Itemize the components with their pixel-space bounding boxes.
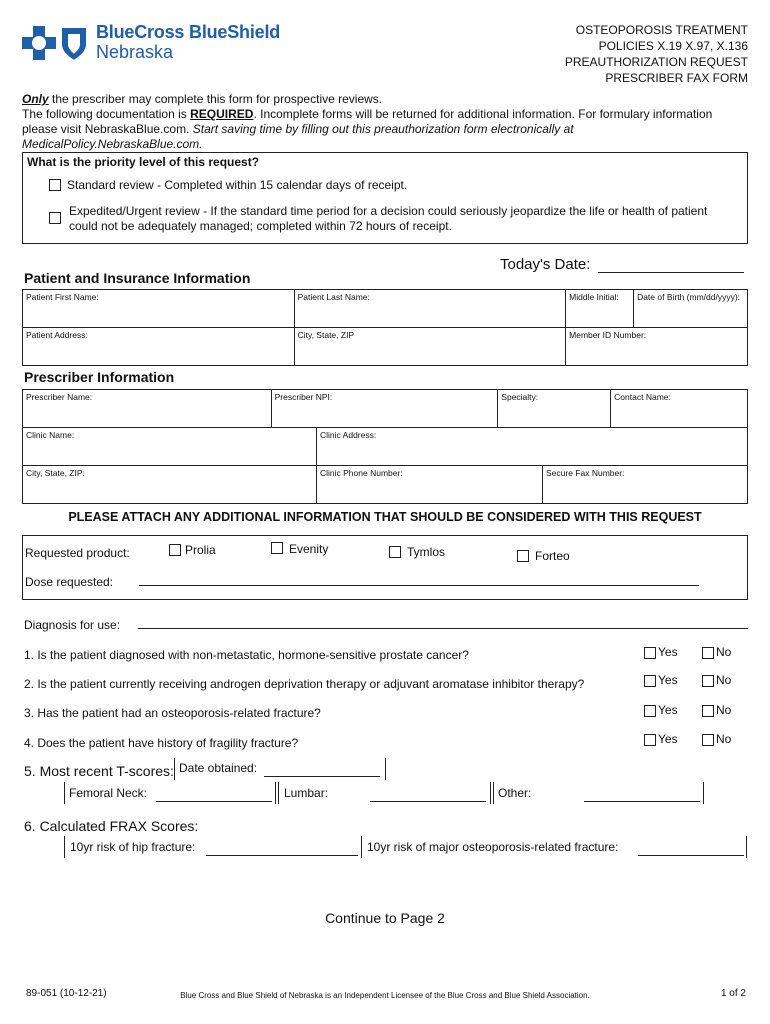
clinic-city-state-zip-label: City, State, ZIP:	[26, 468, 85, 478]
intro-text	[22, 92, 750, 152]
lumbar-divider	[275, 782, 276, 804]
patient-city-state-zip-field[interactable]	[294, 328, 566, 366]
clinic-phone-label: Clinic Phone Number:	[320, 468, 403, 478]
frax-hip-label: 10yr risk of hip fracture:	[70, 840, 196, 854]
q1-yes-label: Yes	[658, 645, 678, 659]
dob-field[interactable]	[634, 290, 748, 328]
prescriber-npi-field[interactable]	[271, 390, 498, 428]
specialty-field[interactable]	[498, 390, 611, 428]
dob-label: Date of Birth (mm/dd/yyyy):	[637, 292, 741, 302]
middle-initial-field[interactable]	[566, 290, 634, 328]
q2-yes-label: Yes	[658, 673, 678, 687]
clinic-address-label: Clinic Address:	[320, 430, 377, 440]
form-title-line: POLICIES X.19 X.97, X.136	[598, 39, 748, 53]
prolia-label: Prolia	[185, 543, 216, 557]
q3-no-label: No	[716, 703, 732, 717]
prescriber-section-title: Prescriber Information	[24, 369, 175, 385]
company-logo	[22, 24, 94, 62]
tymlos-label: Tymlos	[407, 545, 446, 559]
intro-only: Only	[22, 92, 49, 106]
intro-line3-pre: please visit NebraskaBlue.com.	[22, 122, 193, 136]
requested-product-label: Requested product:	[25, 546, 130, 560]
clinic-address-field[interactable]	[317, 428, 748, 466]
evenity-label: Evenity	[289, 542, 329, 556]
patient-address-label: Patient Address:	[26, 330, 88, 340]
prescriber-name-label: Prescriber Name:	[26, 392, 93, 402]
diagnosis-field[interactable]	[138, 615, 748, 629]
tymlos-checkbox[interactable]	[389, 546, 401, 558]
prescriber-npi-label: Prescriber NPI:	[274, 392, 333, 402]
q1-no-label: No	[716, 645, 732, 659]
femoral-divider	[64, 782, 65, 804]
patient-first-name-field[interactable]	[23, 290, 295, 328]
date-obtained-field[interactable]	[264, 763, 380, 777]
question-4: 4. Does the patient have history of fragility fracture?	[24, 736, 299, 750]
prolia-checkbox[interactable]	[169, 544, 181, 556]
intro-line1: the prescriber may complete this form for prospective reviews.	[48, 92, 383, 106]
q4-yes-checkbox[interactable]	[644, 734, 656, 746]
frax-hip-field[interactable]	[206, 842, 358, 856]
frax-hip-divider	[64, 836, 65, 858]
other-end-divider	[703, 782, 704, 804]
diagnosis-label: Diagnosis for use:	[24, 618, 121, 632]
frax-major-field[interactable]	[638, 842, 744, 856]
patient-section-title: Patient and Insurance Information	[24, 270, 251, 286]
patient-last-name-label: Patient Last Name:	[297, 292, 370, 302]
q4-yes-label: Yes	[658, 732, 678, 746]
contact-name-field[interactable]	[611, 390, 748, 428]
clinic-phone-field[interactable]	[317, 466, 543, 504]
continue-note: Continue to Page 2	[325, 910, 445, 926]
date-obtained-divider	[385, 758, 386, 780]
q2-no-checkbox[interactable]	[702, 675, 714, 687]
q3-yes-label: Yes	[658, 703, 678, 717]
patient-address-field[interactable]	[23, 328, 295, 366]
expedited-line1: Expedited/Urgent review - If the standard time period for a decision could seriously jeopardize the life or health of patient	[69, 204, 708, 218]
tscores-divider	[174, 758, 175, 780]
patient-first-name-label: Patient First Name:	[26, 292, 99, 302]
lumbar-field[interactable]	[370, 788, 486, 802]
femoral-neck-label: Femoral Neck:	[69, 786, 148, 800]
secure-fax-field[interactable]	[543, 466, 748, 504]
q1-no-checkbox[interactable]	[702, 647, 714, 659]
standard-review-label: Standard review - Completed within 15 calendar days of receipt.	[67, 178, 408, 192]
standard-review-checkbox[interactable]	[49, 179, 61, 191]
q4-no-label: No	[716, 732, 732, 746]
intro-line4: MedicalPolicy.NebraskaBlue.com.	[22, 137, 203, 151]
member-id-field[interactable]	[566, 328, 748, 366]
question-3: 3. Has the patient had an osteoporosis-related fracture?	[24, 706, 321, 720]
other-field[interactable]	[584, 788, 700, 802]
priority-question: What is the priority level of this request?	[27, 155, 260, 169]
expedited-review-label	[69, 204, 745, 234]
other-label: Other:	[498, 786, 532, 800]
form-title-line: PREAUTHORIZATION REQUEST	[564, 55, 748, 69]
form-title	[488, 22, 748, 86]
q4-no-checkbox[interactable]	[702, 734, 714, 746]
todays-date-field[interactable]	[598, 258, 744, 273]
patient-last-name-field[interactable]	[294, 290, 566, 328]
patient-info-table	[22, 289, 748, 366]
attach-notice: PLEASE ATTACH ANY ADDITIONAL INFORMATION THAT SHOULD BE CONSIDERED WITH THIS REQUEST	[68, 510, 702, 524]
date-obtained-label: Date obtained:	[179, 761, 258, 775]
intro-line2-post: . Incomplete forms will be returned for additional information. For formulary information	[253, 107, 713, 121]
q2-no-label: No	[716, 673, 732, 687]
forteo-label: Forteo	[535, 549, 570, 563]
dose-requested-label: Dose requested:	[25, 575, 114, 589]
secure-fax-label: Secure Fax Number:	[546, 468, 625, 478]
clinic-city-state-zip-field[interactable]	[23, 466, 317, 504]
footer-form-id: 89-051 (10-12-21)	[26, 988, 107, 999]
frax-major-divider	[361, 836, 362, 858]
clinic-info-table	[22, 427, 748, 504]
expedited-line2: could not be adequately managed; completed within 72 hours of receipt.	[69, 219, 452, 233]
lumbar-label: Lumbar:	[284, 786, 329, 800]
question-2: 2. Is the patient currently receiving androgen deprivation therapy or adjuvant aromatase inhibitor therapy?	[24, 677, 585, 691]
footer-licensee: Blue Cross and Blue Shield of Nebraska is an Independent Licensee of the Blue Cross and Blue Shield Association.	[180, 991, 590, 1000]
tscores-label: 5. Most recent T-scores:	[24, 763, 174, 779]
logo-text-state: Nebraska	[96, 42, 174, 62]
prescriber-info-table	[22, 389, 748, 428]
forteo-checkbox[interactable]	[517, 550, 529, 562]
middle-initial-label: Middle Initial:	[569, 292, 619, 302]
form-title-line: PRESCRIBER FAX FORM	[605, 71, 748, 85]
intro-required: REQUIRED	[190, 107, 254, 121]
intro-line3-italic: Start saving time by filling out this preauthorization form electronically at	[192, 122, 574, 136]
frax-end-divider	[746, 836, 747, 858]
frax-major-label: 10yr risk of major osteoporosis-related fracture:	[367, 840, 619, 854]
todays-date-label: Today's Date:	[500, 256, 591, 273]
frax-label: 6. Calculated FRAX Scores:	[24, 818, 199, 834]
contact-name-label: Contact Name:	[614, 392, 671, 402]
clinic-name-label: Clinic Name:	[26, 430, 75, 440]
intro-line2-pre: The following documentation is	[22, 107, 191, 121]
clinic-name-field[interactable]	[23, 428, 317, 466]
member-id-label: Member ID Number:	[569, 330, 647, 340]
other-divider-2	[493, 782, 494, 804]
lumbar-divider-2	[278, 782, 279, 804]
product-box	[22, 535, 748, 600]
footer-page-number: 1 of 2	[720, 988, 746, 999]
prescriber-name-field[interactable]	[23, 390, 272, 428]
question-1: 1. Is the patient diagnosed with non-metastatic, hormone-sensitive prostate cancer?	[24, 648, 469, 662]
bcbs-cross-shield-icon	[22, 24, 94, 62]
q3-yes-checkbox[interactable]	[644, 705, 656, 717]
q1-yes-checkbox[interactable]	[644, 647, 656, 659]
logo-text-brand: BlueCross BlueShield	[96, 22, 281, 42]
dose-requested-field[interactable]	[139, 572, 699, 586]
femoral-neck-field[interactable]	[156, 788, 272, 802]
patient-city-state-zip-label: City, State, ZIP	[297, 330, 355, 340]
other-divider	[490, 782, 491, 804]
q3-no-checkbox[interactable]	[702, 705, 714, 717]
q2-yes-checkbox[interactable]	[644, 675, 656, 687]
specialty-label: Specialty:	[501, 392, 539, 402]
expedited-review-checkbox[interactable]	[49, 212, 61, 224]
form-title-line: OSTEOPOROSIS TREATMENT	[575, 23, 748, 37]
priority-box	[22, 152, 748, 244]
evenity-checkbox[interactable]	[271, 542, 283, 554]
